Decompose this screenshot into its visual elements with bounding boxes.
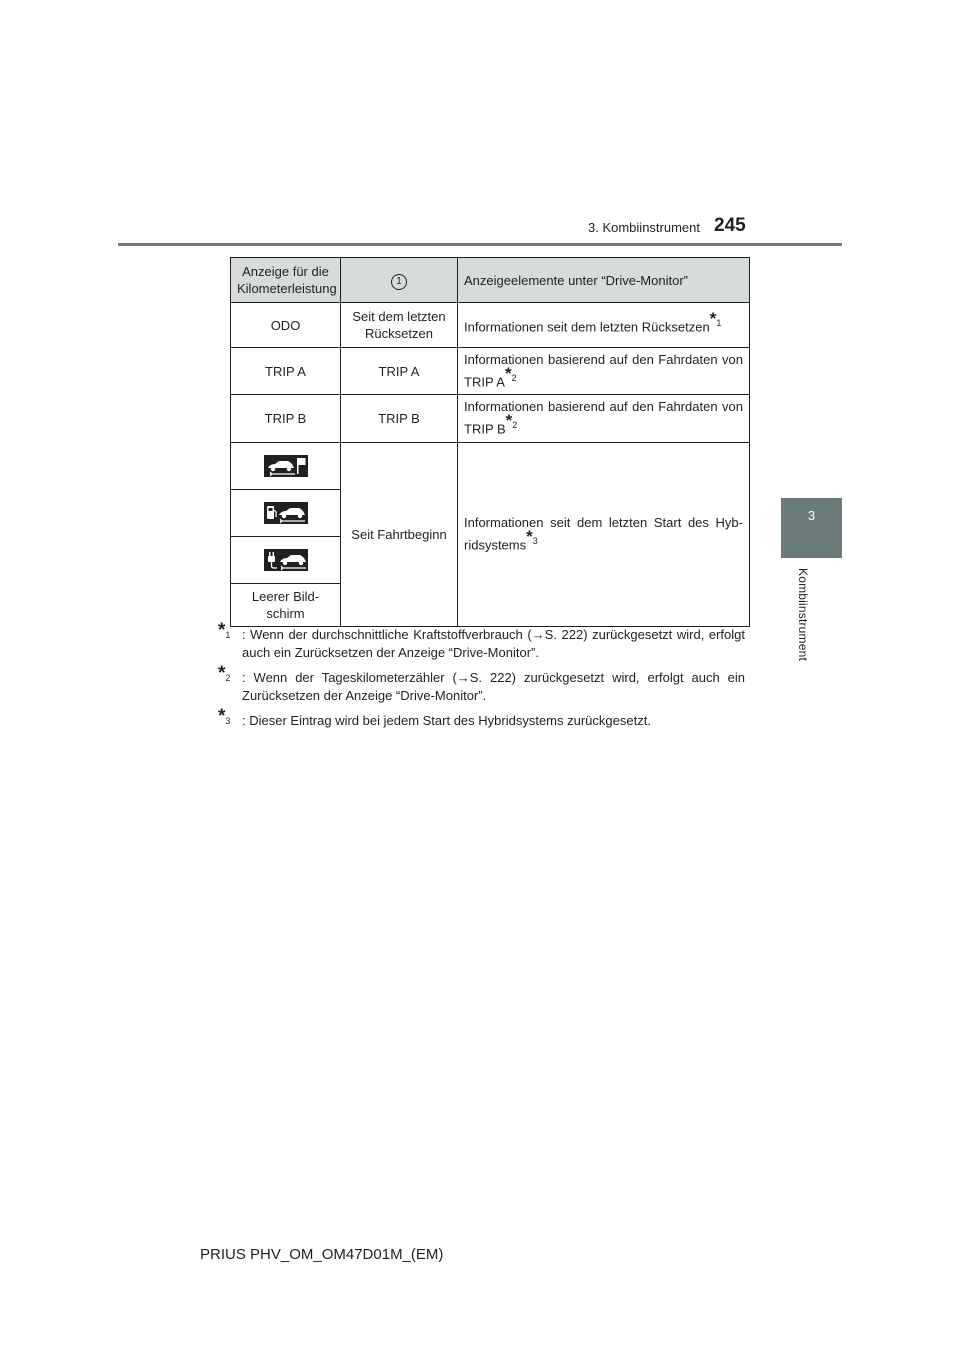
header-rule — [118, 243, 842, 246]
footnote-text: : Wenn der durchschnittliche Kraftstoffverbrauch (→S. 222) zurückgesetzt wird, erfolgt auch ein Zurücksetzen der Anzeige “Drive-Monitor”. — [242, 627, 745, 660]
row-odo-info — [458, 303, 750, 348]
group-info — [458, 442, 750, 626]
footnotes — [218, 620, 745, 737]
header-display-items: Anzeigeelemente unter “Drive-Monitor” — [458, 258, 750, 303]
row-tripb-info — [458, 395, 750, 442]
footnote-star-icon: * — [218, 706, 226, 727]
footnote-marker — [218, 663, 231, 691]
chapter-label: Kombiinstrument — [796, 568, 810, 662]
footnote-star-icon: * — [504, 364, 512, 383]
footnote-number: 1 — [225, 630, 231, 640]
row-blank-screen-label: Leerer Bild-schirm — [231, 583, 341, 626]
plug-car-icon — [264, 549, 308, 571]
row-plug-car-cell — [231, 536, 341, 583]
table-row — [231, 395, 750, 442]
footnote-ref: 2 — [512, 420, 518, 431]
group-info-text: Informationen seit dem letzten Start des Hyb-ridsystems — [464, 514, 743, 553]
row-odo-info-text: Informationen seit dem letzten Rücksetzen — [464, 319, 710, 335]
row-tripb-info-text: Informationen basierend auf den Fahrdaten von TRIP B — [464, 399, 743, 437]
footnote-item — [218, 706, 745, 730]
row-fuel-car-cell — [231, 489, 341, 536]
footnote-star-icon: * — [218, 663, 226, 684]
chapter-tab — [781, 498, 842, 558]
row-tripa-label: TRIP A — [231, 348, 341, 395]
row-odo-period: Seit dem letzten Rücksetzen — [341, 303, 458, 348]
row-tripb-label: TRIP B — [231, 395, 341, 442]
footnote-item — [218, 620, 745, 662]
table-row — [231, 348, 750, 395]
row-tripa-period: TRIP A — [341, 348, 458, 395]
row-tripb-period: TRIP B — [341, 395, 458, 442]
drive-monitor-table — [230, 257, 750, 627]
footnote-number: 2 — [225, 673, 231, 683]
page-number: 245 — [714, 215, 746, 236]
footnote-star-icon: * — [218, 620, 226, 641]
footnote-marker — [218, 620, 231, 648]
row-car-flag-cell — [231, 442, 341, 489]
header-callout — [341, 258, 458, 303]
document-code: PRIUS PHV_OM_OM47D01M_(EM) — [200, 1246, 444, 1263]
footnote-text: : Wenn der Tageskilometerzähler (→S. 222) zurückgesetzt wird, erfolgt auch ein Zurücksetzen der Anzeige “Drive-Monitor”. — [242, 670, 745, 703]
footnote-text: : Dieser Eintrag wird bei jedem Start des Hybridsystems zurückgesetzt. — [242, 713, 651, 728]
header-display-type: Anzeige für die Kilometerleistung — [231, 258, 341, 303]
row-tripa-info-text: Informationen basierend auf den Fahrdaten von TRIP A — [464, 352, 743, 390]
footnote-star-icon: * — [709, 308, 717, 328]
row-tripa-info — [458, 348, 750, 395]
footnote-number: 3 — [225, 716, 231, 726]
callout-number: 1 — [391, 274, 407, 290]
table-header-row — [231, 258, 750, 303]
footnote-marker — [218, 706, 231, 734]
table-row — [231, 303, 750, 348]
group-period: Seit Fahrtbeginn — [341, 442, 458, 626]
car-flag-icon — [264, 455, 308, 477]
fuel-pump-car-icon — [264, 502, 308, 524]
footnote-ref: 2 — [511, 373, 517, 383]
row-odo-label: ODO — [231, 303, 341, 348]
footnote-star-icon: * — [526, 526, 533, 546]
footnote-star-icon: * — [505, 411, 513, 431]
section-title: 3. Kombiinstrument — [588, 220, 700, 235]
footnote-ref: 1 — [716, 317, 722, 328]
footnote-ref: 3 — [532, 535, 538, 546]
table-row — [231, 442, 750, 489]
footnote-item — [218, 663, 745, 705]
chapter-number: 3 — [807, 508, 816, 523]
